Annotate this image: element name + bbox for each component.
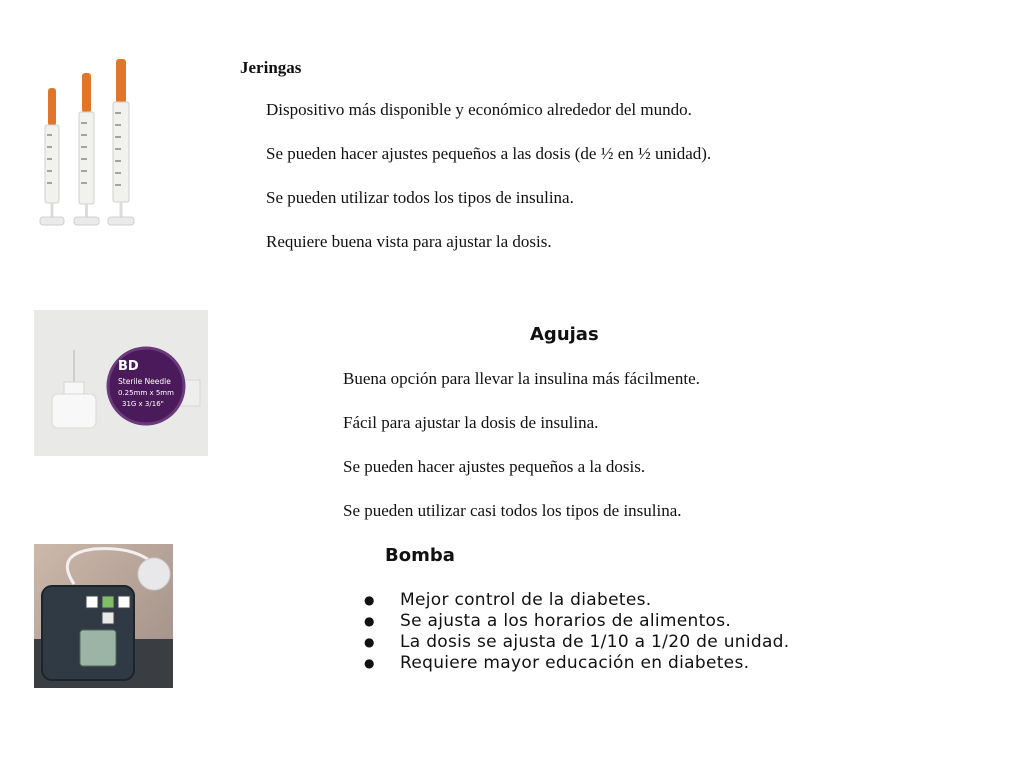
list-item: Se pueden hacer ajustes pequeños a las dosis (de ½ en ½ unidad). [266,144,712,163]
needle-label-line2: 0.25mm x 5mm [118,389,174,397]
insulin-pump-illustration [34,544,173,688]
bullet-icon: ● [364,614,375,628]
insulin-pump-image [34,544,173,688]
agujas-list [343,369,700,545]
list-item: Requiere buena vista para ajustar la dosis. [266,232,552,251]
needle-brand-text: BD [118,359,139,374]
syringes-illustration [32,55,142,235]
bullet-icon: ● [364,635,375,649]
list-item: Fácil para ajustar la dosis de insulina. [343,413,599,432]
bullet-icon: ● [364,656,375,670]
list-item-text: Requiere mayor educación en diabetes. [400,653,750,673]
needle-label-line1: Sterile Needle [118,377,171,386]
section-title-agujas: Agujas [530,324,599,345]
jeringas-list [266,100,711,276]
list-item-text: Se ajusta a los horarios de alimentos. [400,611,732,631]
list-item [364,611,789,632]
list-item: Se pueden utilizar todos los tipos de insulina. [266,188,574,207]
bullet-icon: ● [364,593,375,607]
section-title-bomba: Bomba [385,545,455,566]
list-item-text: Mejor control de la diabetes. [400,590,652,610]
syringes-image [32,55,142,235]
list-item: Se pueden hacer ajustes pequeños a la dosis. [343,457,646,476]
pen-needle-illustration [34,310,208,456]
bomba-list [364,590,789,674]
needle-label-line3: 31G x 3/16" [122,400,164,408]
list-item [364,632,789,653]
list-item [364,653,789,674]
list-item [364,590,789,611]
pen-needle-image [34,310,208,456]
list-item: Se pueden utilizar casi todos los tipos de insulina. [343,501,682,520]
list-item-text: La dosis se ajusta de 1/10 a 1/20 de unidad. [400,632,790,652]
list-item: Dispositivo más disponible y económico alrededor del mundo. [266,100,692,119]
list-item: Buena opción para llevar la insulina más fácilmente. [343,369,700,388]
section-title-jeringas: Jeringas [240,58,302,77]
